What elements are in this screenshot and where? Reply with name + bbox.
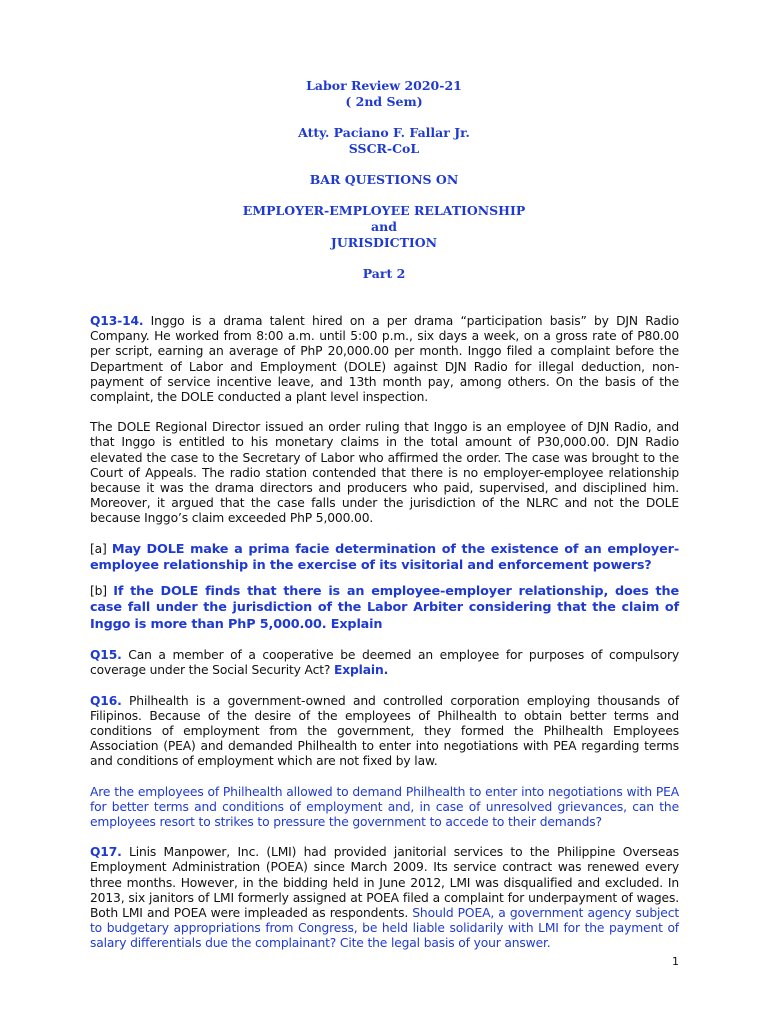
q13-b-text: If the DOLE finds that there is an employee-employer relationship, does the case fall under the jurisdiction of the Labor Arbiter considering that the claim of Inggo is more than PhP 5,000.00. Explain: [90, 583, 679, 632]
heading-bar-questions: BAR QUESTIONS ON: [309, 172, 459, 187]
semester-label: ( 2nd Sem): [345, 94, 423, 109]
document-header: [0, 78, 768, 282]
q17-question: Should POEA, a government agency subject to budgetary appropriations from Congress, be held liable solidarily with LMI for the payment of salary differentials due the complainant? Cite the legal basis of your answer.: [90, 905, 679, 951]
q13-a-text: May DOLE make a prima facie determination of the existence of an employer-employee relationship in the exercise of its visitorial and enforcement powers?: [90, 541, 679, 574]
q15-label: Q15.: [90, 648, 122, 663]
document-body: [90, 314, 679, 967]
school-name: SSCR-CoL: [348, 141, 420, 156]
q16-paragraph: [90, 694, 679, 770]
q13-question-a: [90, 542, 679, 575]
course-title: Labor Review 2020-21: [306, 78, 462, 93]
q17-label: Q17.: [90, 845, 122, 860]
q13-a-prefix: [a]: [90, 541, 112, 556]
q13-label: Q13-14.: [90, 314, 144, 328]
page-number: 1: [672, 955, 679, 968]
part-label: Part 2: [362, 266, 406, 281]
heading-jurisdiction: JURISDICTION: [330, 235, 438, 250]
q15-paragraph: [90, 648, 679, 678]
q15-explain: Explain.: [334, 663, 389, 678]
q13-text: Inggo is a drama talent hired on a per drama “participation basis” by DJN Radio Company. He worked from 8:00 a.m. until 5:00 p.m., six days a week, on a gross rate of P80.00 per script, earning an average of PhP 20,000.00 per month. Inggo filed a complaint before the Department of Labor and Employment (DOLE) against DJN Radio for illegal deduction, non-payment of service incentive leave, and 13th month pay, among others. On the basis of the complaint, the DOLE conducted a plant level inspection.: [90, 314, 679, 405]
q16-label: Q16.: [90, 693, 122, 708]
q13-paragraph: [90, 314, 679, 405]
q16-text: Philhealth is a government-owned and controlled corporation employing thousands of Filipinos. Because of the desire of the employees of Philhealth to obtain better terms and conditions of employment from the government, they formed the Philhealth Employees Association (PEA) and demanded Philhealth to enter into negotiations with PEA regarding terms and conditions of employment which are not fixed by law.: [90, 693, 679, 769]
q15-text: Can a member of a cooperative be deemed an employee for purposes of compulsory coverage under the Social Security Act?: [90, 648, 679, 678]
q16-question: Are the employees of Philhealth allowed to demand Philhealth to enter into negotiations with PEA for better terms and conditions of employment and, in case of unresolved grievances, can the employees resort to strikes to pressure the government to accede to their demands?: [90, 784, 679, 829]
q17-text: Linis Manpower, Inc. (LMI) had provided janitorial services to the Philippine Overseas Employment Administration (POEA) since March 2009. Its service contract was renewed every three months. However, in the bidding held in June 2012, LMI was disqualified and excluded. In 2013, six janitors of LMI formerly assigned at POEA filed a complaint for underpayment of wages. Both LMI and POEA were impleaded as respondents.: [90, 845, 679, 920]
heading-and: and: [371, 219, 397, 234]
q13-paragraph-2: The DOLE Regional Director issued an order ruling that Inggo is an employee of DJN Radio, and that Inggo is entitled to his monetary claims in the total amount of P30,000.00. DJN Radio elevated the case to the Secretary of Labor who affirmed the order. The case was brought to the Court of Appeals. The radio station contended that there is no employer-employee relationship because it was the drama directors and producers who paid, supervised, and disciplined him. Moreover, it argued that the case falls under the jurisdiction of the NLRC and not the DOLE because Inggo’s claim exceeded PhP 5,000.00.: [90, 420, 679, 526]
q17-paragraph: [90, 845, 679, 951]
q13-question-b: [90, 584, 679, 634]
q13-b-prefix: [b]: [90, 583, 114, 598]
author-name: Atty. Paciano F. Fallar Jr.: [298, 125, 470, 140]
heading-topic: EMPLOYER-EMPLOYEE RELATIONSHIP: [242, 203, 526, 218]
